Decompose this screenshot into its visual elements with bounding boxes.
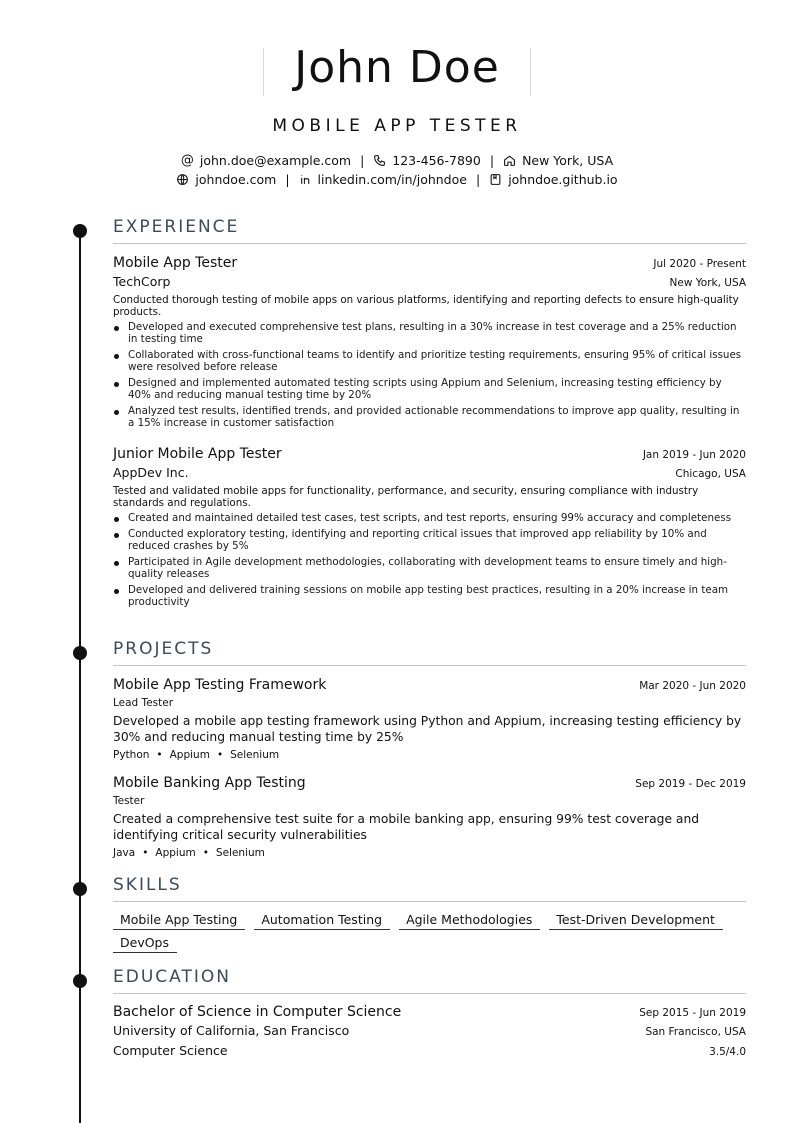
achievement-item: Developed and delivered training sessions on mobile app testing best practices, resulting in a 20% increase in team productivity [113, 584, 746, 608]
project-dates: Sep 2019 - Dec 2019 [635, 778, 746, 790]
tech-tag: Python [113, 749, 150, 761]
phone-icon [373, 154, 386, 167]
job-title: MOBILE APP TESTER [272, 116, 522, 136]
timeline-dot-education [73, 974, 87, 988]
job-dates: Jan 2019 - Jun 2020 [642, 449, 746, 461]
project-description: Developed a mobile app testing framework using Python and Appium, increasing testing efficiency by 30% and reducing manual testing time by 25% [113, 714, 742, 744]
school-location: San Francisco, USA [645, 1026, 746, 1038]
section-title-projects: PROJECTS [113, 638, 746, 666]
tech-tag: Selenium [215, 847, 265, 859]
job-summary: Tested and validated mobile apps for functionality, performance, and security, ensuring compliance with industry standards and regulations. [113, 485, 699, 509]
achievement-item: Created and maintained detailed test cases, test scripts, and test reports, ensuring 99% accuracy and completeness [113, 512, 746, 524]
section-title-education: EDUCATION [113, 966, 746, 994]
achievement-item: Designed and implemented automated testing scripts using Appium and Selenium, increasing testing efficiency by 40% and reducing manual testing time by 20% [113, 377, 746, 401]
tech-tag: Java [113, 847, 136, 859]
achievement-list [113, 321, 746, 429]
tag-separator: • [156, 749, 163, 761]
achievement-item: Analyzed test results, identified trends, and provided actionable recommendations to improve app quality, resulting in a 15% increase in customer satisfaction [113, 405, 746, 429]
skill-chip: Test-Driven Development [549, 911, 723, 930]
skills-list [113, 911, 746, 953]
name-block [263, 40, 531, 96]
company-name: AppDev Inc. [113, 465, 189, 480]
at-icon: @ [180, 153, 194, 168]
tech-tag: Appium [155, 847, 196, 859]
section-title-experience: EXPERIENCE [113, 216, 746, 244]
contact-website[interactable]: johndoe.com [176, 170, 276, 189]
contact-email[interactable]: @ john.doe@example.com [180, 153, 352, 168]
achievement-item: Conducted exploratory testing, identifying and reporting critical issues that improved app reliability by 10% and reduced crashes by 5% [113, 528, 746, 552]
job-location: Chicago, USA [675, 468, 746, 480]
job-dates: Jul 2020 - Present [653, 258, 746, 270]
achievement-list [113, 512, 746, 608]
globe-icon [176, 173, 189, 186]
name-divider-right [530, 48, 531, 96]
education-entry [113, 1003, 746, 1061]
achievement-item: Participated in Agile development methodologies, collaborating with development teams to ensure timely and high-quality releases [113, 556, 746, 580]
school-name: University of California, San Francisco [113, 1023, 350, 1038]
contact-location: New York, USA [503, 151, 613, 170]
candidate-name: John Doe [294, 42, 500, 93]
job-title: Mobile App Tester [113, 255, 238, 271]
home-icon [503, 154, 516, 167]
skill-chip: Agile Methodologies [399, 911, 540, 930]
project-tags [113, 846, 746, 860]
tag-separator: • [216, 749, 224, 761]
timeline-line [79, 224, 81, 1123]
field-of-study: Computer Science [113, 1043, 228, 1058]
tech-tag: Appium [169, 749, 210, 761]
tech-tag: Selenium [230, 749, 280, 761]
project-role: Lead Tester [113, 697, 174, 709]
project-entry [113, 774, 746, 860]
timeline-dot-skills [73, 882, 87, 896]
education-dates: Sep 2015 - Jun 2019 [639, 1007, 746, 1019]
project-tags [113, 748, 746, 762]
resume-header [0, 40, 794, 189]
skill-chip: Mobile App Testing [113, 911, 245, 930]
contact-github[interactable]: johndoe.github.io [489, 170, 617, 189]
tag-separator: • [202, 847, 209, 859]
job-title: Junior Mobile App Tester [113, 446, 282, 462]
contact-line-2 [0, 170, 794, 189]
contact-line-1 [0, 151, 794, 170]
job-summary: Conducted thorough testing of mobile apps on various platforms, identifying and reporting defects to ensure high-quality products. [113, 294, 739, 318]
contact-phone[interactable]: 123-456-7890 [373, 151, 481, 170]
contact-separator: | [285, 172, 290, 187]
skill-chip: Automation Testing [254, 911, 390, 930]
gpa: 3.5/4.0 [709, 1046, 746, 1058]
experience-entry [113, 445, 746, 612]
tag-separator: • [142, 847, 149, 859]
contact-info [0, 151, 794, 189]
timeline-dot-experience [73, 224, 87, 238]
degree: Bachelor of Science in Computer Science [113, 1004, 402, 1020]
timeline-dot-projects [73, 646, 87, 660]
project-title: Mobile App Testing Framework [113, 677, 327, 693]
project-title: Mobile Banking App Testing [113, 775, 306, 791]
contact-linkedin[interactable]: linkedin.com/in/johndoe [299, 170, 467, 189]
project-dates: Mar 2020 - Jun 2020 [639, 680, 746, 692]
project-entry [113, 676, 746, 762]
skill-chip: DevOps [113, 934, 177, 953]
project-role: Tester [113, 795, 145, 807]
experience-entry [113, 254, 746, 433]
contact-separator: | [489, 153, 495, 168]
achievement-item: Developed and executed comprehensive test plans, resulting in a 30% increase in test coverage and a 25% reduction in testing time [113, 321, 746, 345]
company-name: TechCorp [113, 274, 171, 289]
github-icon [489, 173, 502, 186]
linkedin-icon [299, 173, 312, 186]
project-description: Created a comprehensive test suite for a mobile banking app, ensuring 99% test coverage and identifying critical security vulnerabilities [113, 812, 700, 842]
contact-separator: | [360, 153, 365, 168]
achievement-item: Collaborated with cross-functional teams to identify and prioritize testing requirements, ensuring 95% of critical issues were resolved before release [113, 349, 746, 373]
name-divider-left [263, 48, 264, 96]
section-title-skills: SKILLS [113, 874, 746, 902]
contact-separator: | [475, 172, 481, 187]
job-location: New York, USA [669, 277, 746, 289]
